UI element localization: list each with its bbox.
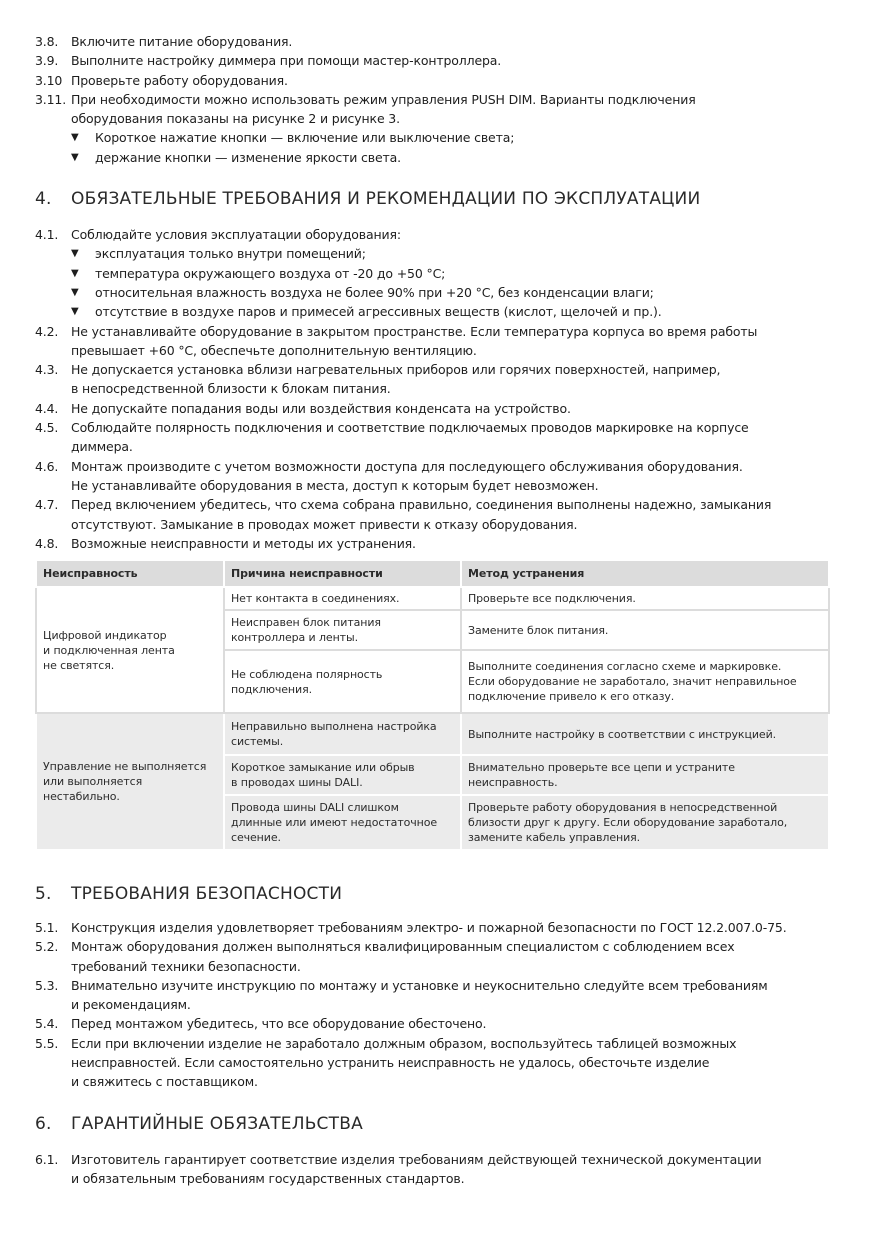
item-text: и свяжитесь с поставщиком. xyxy=(71,1074,258,1090)
bullet-text: эксплуатация только внутри помещений; xyxy=(95,246,366,262)
fix-text: Выполните настройку в соответствии с инструкцией. xyxy=(468,727,777,741)
list-item xyxy=(35,937,835,976)
cause-text: Короткое замыкание или обрыв xyxy=(231,761,415,774)
list-item xyxy=(35,418,835,457)
cause-text: Не соблюдена полярность xyxy=(231,667,383,681)
item-number: 5.2. xyxy=(35,939,59,955)
item-text: Не устанавливайте оборудования в места, доступ к которым будет невозможен. xyxy=(71,477,599,493)
fix-text: Замените блок питания. xyxy=(468,623,609,637)
column-header: Причина неисправности xyxy=(224,560,461,587)
section-title: ТРЕБОВАНИЯ БЕЗОПАСНОСТИ xyxy=(71,884,343,904)
item-text: Не допускается установка вблизи нагревательных приборов или горячих поверхностей, например, xyxy=(71,362,721,378)
item-text: Возможные неисправности и методы их устранения. xyxy=(71,535,416,551)
list-item xyxy=(35,976,835,1015)
item-number: 5.4. xyxy=(35,1016,59,1032)
item-text: Если при включении изделие не заработало должным образом, воспользуйтесь таблицей возможных xyxy=(71,1035,737,1051)
item-number: 4.5. xyxy=(35,420,59,436)
item-text: Перед включением убедитесь, что схема собрана правильно, соединения выполнены надежно, замыкания xyxy=(71,497,772,513)
item-number: 5.3. xyxy=(35,977,59,993)
fix-text: Проверьте все подключения. xyxy=(468,592,636,605)
table-header-row xyxy=(36,560,829,587)
cause-text: длинные или имеют недостаточное xyxy=(231,816,438,829)
item-text: Включите питание оборудования. xyxy=(71,34,293,49)
item-text: и обязательным требованиям государственных стандартов. xyxy=(71,1170,465,1186)
fault-text: Цифровой индикатор xyxy=(43,628,167,642)
triangle-bullet-icon: ▼ xyxy=(71,267,79,279)
list-item xyxy=(35,322,835,361)
cause-text: системы. xyxy=(231,735,284,748)
section-title: ОБЯЗАТЕЛЬНЫЕ ТРЕБОВАНИЯ И РЕКОМЕНДАЦИИ ПО ЭКСПЛУАТАЦИИ xyxy=(71,189,701,210)
triangle-bullet-icon: ▼ xyxy=(71,151,79,163)
bullet-text: относительная влажность воздуха не более 90% при +20 °C, без конденсации влаги; xyxy=(95,284,654,300)
fix-cell xyxy=(461,755,829,795)
bullet-item xyxy=(35,244,835,263)
cause-text: контроллера и ленты. xyxy=(231,631,358,644)
bullet-item xyxy=(35,283,835,302)
bullet-item xyxy=(35,128,835,147)
cause-cell xyxy=(224,650,461,713)
triangle-bullet-icon: ▼ xyxy=(71,132,79,144)
bullet-text: температура окружающего воздуха от -20 до +50 °C; xyxy=(95,265,446,281)
item-text: и рекомендациям. xyxy=(71,997,191,1013)
fix-text: подключение привело к его отказу. xyxy=(468,690,675,703)
list-item xyxy=(35,32,835,51)
item-number: 4.7. xyxy=(35,497,59,513)
item-number: 6.1. xyxy=(35,1151,59,1167)
list-item xyxy=(35,399,835,418)
operating-conditions-list xyxy=(35,244,835,321)
bullet-text: держание кнопки — изменение яркости света. xyxy=(95,149,401,165)
item-number: 5.5. xyxy=(35,1035,59,1051)
fix-cell xyxy=(461,713,829,755)
section-6-heading xyxy=(35,1113,835,1135)
table-row xyxy=(36,587,829,610)
item-text: отсутствуют. Замыкание в проводах может привести к отказу оборудования. xyxy=(71,516,578,532)
cause-text: в проводах шины DALI. xyxy=(231,776,363,789)
list-item xyxy=(35,495,835,534)
item-text: оборудования показаны на рисунке 2 и рисунке 3. xyxy=(71,111,400,127)
fault-table xyxy=(35,559,830,851)
fault-text: и подключенная лента xyxy=(43,643,175,657)
fix-text: замените кабель управления. xyxy=(468,831,641,844)
item-text: Перед монтажом убедитесь, что все оборудование обесточено. xyxy=(71,1016,487,1032)
document-page-lower xyxy=(35,883,835,1188)
bullet-item xyxy=(35,264,835,283)
item-text: Выполните настройку диммера при помощи мастер-контроллера. xyxy=(71,53,502,69)
item-text: в непосредственной близости к блокам питания. xyxy=(71,381,391,397)
item-text: требований техники безопасности. xyxy=(71,958,301,974)
list-item xyxy=(35,918,835,937)
list-item xyxy=(35,90,835,129)
cause-cell xyxy=(224,755,461,795)
triangle-bullet-icon: ▼ xyxy=(71,306,79,318)
item-text: Изготовитель гарантирует соответствие изделия требованиям действующей технической документации xyxy=(71,1151,762,1167)
fix-cell xyxy=(461,610,829,650)
list-item xyxy=(35,1150,835,1189)
list-item xyxy=(35,71,835,90)
fault-text: или выполняется xyxy=(43,775,143,788)
fix-text: близости друг к другу. Если оборудование заработало, xyxy=(468,816,788,829)
cause-text: Нет контакта в соединениях. xyxy=(231,592,400,605)
cause-text: подключения. xyxy=(231,682,312,696)
section-number: 4. xyxy=(35,189,52,210)
safety-list xyxy=(35,918,835,1092)
section-number: 6. xyxy=(35,1113,52,1134)
list-item xyxy=(35,360,835,399)
cause-cell xyxy=(224,610,461,650)
item-text: Внимательно изучите инструкцию по монтажу и установке и неукоснительно следуйте всем требованиям xyxy=(71,977,768,993)
fix-cell xyxy=(461,795,829,850)
fix-text: неисправность. xyxy=(468,776,558,789)
fix-text: Если оборудование не заработало, значит неправильное xyxy=(468,675,797,688)
cause-text: Неисправен блок питания xyxy=(231,616,381,629)
fix-text: Внимательно проверьте все цепи и устраните xyxy=(468,761,735,774)
cause-cell xyxy=(224,795,461,850)
cause-text: Провода шины DALI слишком xyxy=(231,801,399,814)
item-text: Монтаж оборудования должен выполняться квалифицированным специалистом с соблюдением всех xyxy=(71,939,735,955)
section-number: 5. xyxy=(35,884,52,904)
triangle-bullet-icon: ▼ xyxy=(71,248,79,260)
item-number: 3.11. xyxy=(35,91,67,107)
item-text: При необходимости можно использовать режим управления PUSH DIM. Варианты подключения xyxy=(71,91,696,107)
item-text: Не допускайте попадания воды или воздействия конденсата на устройство. xyxy=(71,400,571,416)
fault-text: Управление не выполняется xyxy=(43,760,207,773)
item-number: 4.8. xyxy=(35,535,59,551)
item-text: Не устанавливайте оборудование в закрытом пространстве. Если температура корпуса во время работы xyxy=(71,323,758,339)
triangle-bullet-icon: ▼ xyxy=(71,286,79,298)
cause-cell xyxy=(224,713,461,755)
bullet-text: отсутствие в воздухе паров и примесей агрессивных веществ (кислот, щелочей и пр.). xyxy=(95,304,662,320)
item-number: 4.6. xyxy=(35,458,59,474)
item-number: 4.4. xyxy=(35,400,59,416)
fix-text: Проверьте работу оборудования в непосредственной xyxy=(468,801,778,814)
fix-text: Выполните соединения согласно схеме и маркировке. xyxy=(468,660,782,673)
item-text: Конструкция изделия удовлетворяет требованиям электро- и пожарной безопасности по ГОСТ 12.2.007.0-75. xyxy=(71,920,787,935)
item-number: 3.9. xyxy=(35,53,59,69)
item-text: неисправностей. Если самостоятельно устранить неисправность не удалось, обесточьте изделие xyxy=(71,1055,710,1071)
list-item xyxy=(35,1034,835,1092)
fault-text: не светятся. xyxy=(43,658,115,672)
cause-cell xyxy=(224,587,461,610)
item-number: 4.2. xyxy=(35,323,59,339)
push-dim-bullets xyxy=(35,128,835,167)
list-item xyxy=(35,51,835,70)
bullet-item xyxy=(35,302,835,321)
list-item xyxy=(35,534,835,553)
cause-text: сечение. xyxy=(231,831,281,844)
item-text: Соблюдайте условия эксплуатации оборудования: xyxy=(71,227,401,243)
column-header: Неисправность xyxy=(36,560,224,587)
column-header: Метод устранения xyxy=(461,560,829,587)
item-number: 4.1. xyxy=(35,227,59,243)
section-title: ГАРАНТИЙНЫЕ ОБЯЗАТЕЛЬСТВА xyxy=(71,1113,363,1134)
item-number: 5.1. xyxy=(35,920,59,935)
fault-text: нестабильно. xyxy=(43,790,120,803)
item-text: превышает +60 °C, обеспечьте дополнительную вентиляцию. xyxy=(71,342,477,358)
fault-cell xyxy=(36,587,224,713)
requirements-list xyxy=(35,322,835,554)
item-number: 3.8. xyxy=(35,34,59,49)
item-text: Соблюдайте полярность подключения и соответствие подключаемых проводов маркировке на корпусе xyxy=(71,420,749,436)
list-item xyxy=(35,1014,835,1033)
installation-steps xyxy=(35,32,835,128)
list-item xyxy=(35,225,835,244)
item-text: Монтаж производите с учетом возможности доступа для последующего обслуживания оборудования. xyxy=(71,458,743,474)
item-text: диммера. xyxy=(71,439,133,455)
cause-text: Неправильно выполнена настройка xyxy=(231,720,437,733)
fault-cell xyxy=(36,713,224,850)
item-number: 4.3. xyxy=(35,362,59,378)
table-row xyxy=(36,713,829,755)
fix-cell xyxy=(461,587,829,610)
list-item xyxy=(35,457,835,496)
document-page xyxy=(35,32,835,553)
section-5-heading xyxy=(35,883,835,905)
item-text: Проверьте работу оборудования. xyxy=(71,72,288,88)
bullet-item xyxy=(35,148,835,167)
bullet-text: Короткое нажатие кнопки — включение или выключение света; xyxy=(95,130,515,146)
item-number: 3.10 xyxy=(35,72,63,88)
warranty-list xyxy=(35,1150,835,1189)
fix-cell xyxy=(461,650,829,713)
section-4-heading xyxy=(35,188,835,210)
